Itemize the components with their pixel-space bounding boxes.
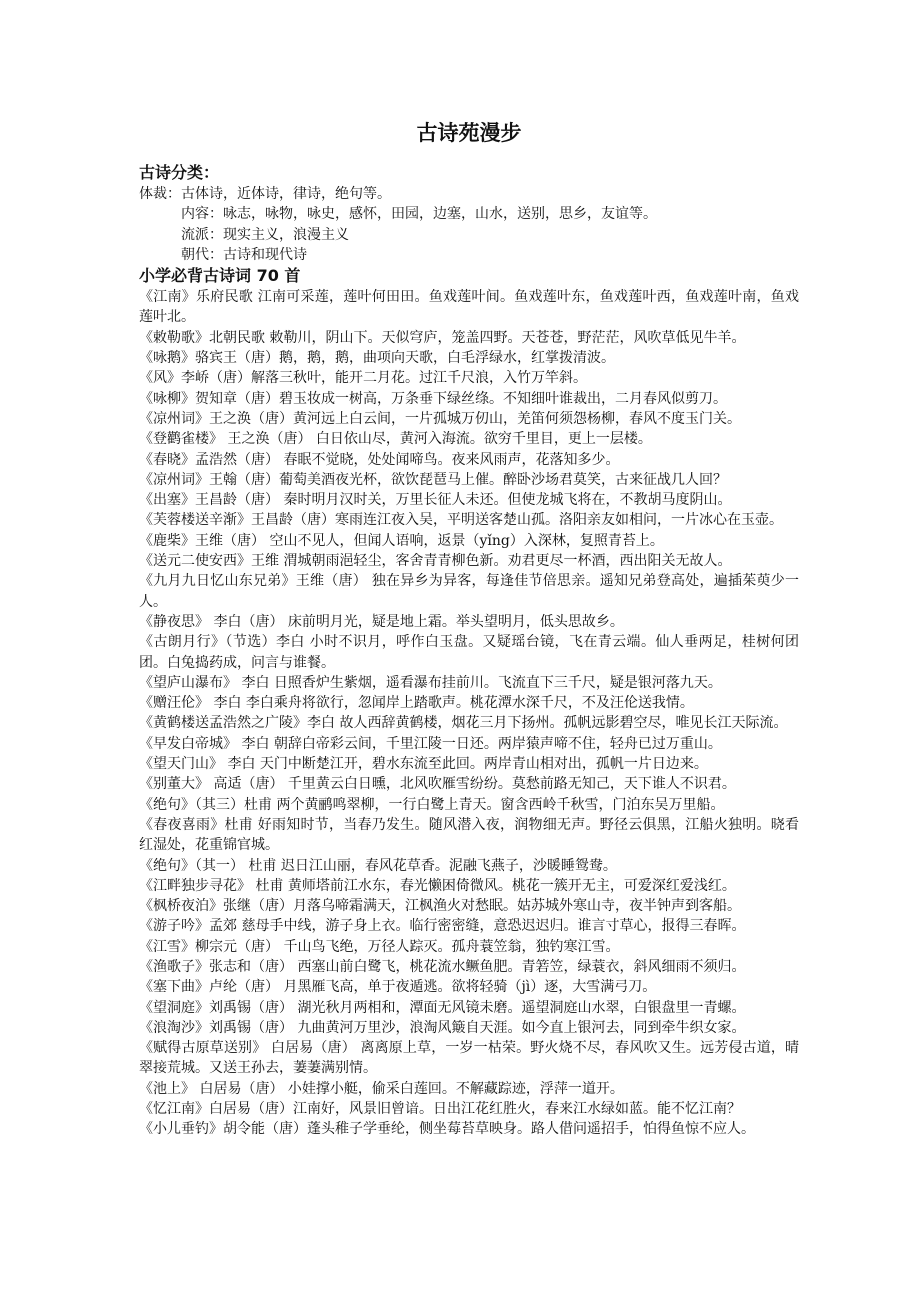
classification-heading: 古诗分类： [139,163,220,182]
poem-entry: 《绝句》（其一） 杜甫 迟日江山丽，春风花草香。泥融飞燕子，沙暖睡鸳鸯。 [139,857,617,874]
poem-entry: 《九月九日忆山东兄弟》王维（唐） 独在异乡为异客，每逢佳节倍思亲。遥知兄弟登高处，遍插茱萸少一人。 [139,573,799,610]
poem-entry: 《送元二使安西》王维 渭城朝雨浥轻尘，客舍青青柳色新。劝君更尽一杯酒，西出阳关无故人。 [139,553,732,570]
poem-entry: 《春晓》孟浩然（唐） 春眠不觉晓，处处闻啼鸟。夜来风雨声，花落知多少。 [139,451,620,468]
classification-content: 内容：咏志，咏物，咏史，感怀，田园，边塞，山水，送别，思乡，友谊等。 [181,206,657,223]
poem-entry: 《古朗月行》（节选）李白 小时不识月，呼作白玉盘。又疑瑶台镜，飞在青云端。仙人垂两足，桂树何团团。白兔捣药成，问言与谁餐。 [139,634,799,671]
poem-entry: 《忆江南》白居易（唐）江南好，风景旧曾谙。日出江花红胜火，春来江水绿如蓝。能不忆江南？ [139,1101,741,1118]
poem-entry: 《枫桥夜泊》张继（唐）月落乌啼霜满天，江枫渔火对愁眠。姑苏城外寒山寺，夜半钟声到客船。 [139,898,741,915]
poem-entry: 《江雪》柳宗元（唐） 千山鸟飞绝，万径人踪灭。孤舟蓑笠翁，独钓寒江雪。 [139,938,620,955]
classification-school: 流派：现实主义，浪漫主义 [181,226,349,243]
poem-entry: 《绝句》（其三）杜甫 两个黄鹂鸣翠柳，一行白鹭上青天。窗含西岭千秋雪，门泊东吴万里船。 [139,796,725,813]
poem-entry: 《凉州词》王之涣（唐）黄河远上白云间，一片孤城万仞山，羌笛何须怨杨柳，春风不度玉门关。 [139,410,741,427]
poem-entry: 《渔歌子》张志和（唐） 西塞山前白鹭飞，桃花流水鳜鱼肥。青箬笠，绿蓑衣，斜风细雨不须归。 [139,958,746,975]
poem-entry: 《敕勒歌》北朝民歌 敕勒川，阴山下。天似穹庐，笼盖四野。天苍苍，野茫茫，风吹草低见牛羊。 [139,329,746,346]
poem-entry: 《黄鹤楼送孟浩然之广陵》李白 故人西辞黄鹤楼，烟花三月下扬州。孤帆远影碧空尽，唯见长江天际流。 [139,715,788,732]
poem-entry: 《凉州词》王翰（唐）葡萄美酒夜光杯，欲饮琵琶马上催。醉卧沙场君莫笑，古来征战几人回？ [139,471,727,488]
poem-entry: 《别董大》 高适（唐） 千里黄云白日曛，北风吹雁雪纷纷。莫愁前路无知己，天下谁人不识君。 [139,776,736,793]
poem-entry: 《早发白帝城》 李白 朝辞白帝彩云间，千里江陵一日还。两岸猿声啼不住，轻舟已过万重山。 [139,735,722,752]
poem-entry: 《望天门山》 李白 天门中断楚江开，碧水东流至此回。两岸青山相对出，孤帆一片日边来。 [139,756,708,773]
poem-entry: 《浪淘沙》刘禹锡（唐） 九曲黄河万里沙，浪淘风簸自天涯。如今直上银河去，同到牵牛织女家。 [139,1019,746,1036]
poem-entry: 《登鹳雀楼》 王之涣（唐） 白日依山尽，黄河入海流。欲穷千里目，更上一层楼。 [139,431,652,448]
poem-list-heading: 小学必背古诗词 70 首 [139,266,301,286]
poem-entry: 《咏鹅》骆宾王（唐）鹅，鹅，鹅，曲项向天歌，白毛浮绿水，红掌拨清波。 [139,350,615,367]
poem-entry: 《望洞庭》刘禹锡（唐） 湖光秋月两相和，潭面无风镜未磨。遥望洞庭山水翠，白银盘里一青螺。 [139,999,746,1016]
poem-entry: 《静夜思》 李白（唐） 床前明月光，疑是地上霜。举头望明月，低头思故乡。 [139,613,624,630]
poem-entry: 《咏柳》贺知章（唐）碧玉妆成一树高，万条垂下绿丝绦。不知细叶谁裁出，二月春风似剪刀。 [139,390,727,407]
poem-entry: 《游子吟》孟郊 慈母手中线，游子身上衣。临行密密缝，意恐迟迟归。谁言寸草心，报得三春晖。 [139,918,746,935]
poem-entry: 《芙蓉楼送辛渐》王昌龄（唐）寒雨连江夜入吴，平明送客楚山孤。洛阳亲友如相问，一片冰心在玉壶。 [139,512,783,529]
poem-entry: 《风》李峤（唐）解落三秋叶，能开二月花。过江千尺浪，入竹万竿斜。 [139,370,587,387]
poem-list [139,287,799,1139]
classification-dynasty: 朝代：古诗和现代诗 [181,246,307,263]
poem-entry: 《鹿柴》王维（唐） 空山不见人，但闻人语响，返景（yǐng）入深林，复照青苔上。 [139,532,664,549]
poem-entry: 《小儿垂钓》胡令能（唐）蓬头稚子学垂纶，侧坐莓苔草映身。路人借问遥招手，怕得鱼惊不应人。 [139,1121,755,1138]
poem-entry: 《赠汪伦》 李白 李白乘舟将欲行，忽闻岸上踏歌声。桃花潭水深千尺，不及汪伦送我情。 [139,695,694,712]
poem-entry: 《江南》乐府民歌 江南可采莲，莲叶何田田。鱼戏莲叶间。鱼戏莲叶东，鱼戏莲叶西，鱼戏莲叶南，鱼戏莲叶北。 [139,289,799,326]
poem-entry: 《江畔独步寻花》 杜甫 黄师塔前江水东，春光懒困倚微风。桃花一簇开无主，可爱深红爱浅红。 [139,877,736,894]
classification-genre: 体裁：古体诗，近体诗，律诗，绝句等。 [139,186,391,202]
poem-entry: 《池上》 白居易（唐） 小娃撑小艇，偷采白莲回。不解藏踪迹，浮萍一道开。 [139,1080,624,1097]
poem-entry: 《春夜喜雨》杜甫 好雨知时节，当春乃发生。随风潜入夜，润物细无声。野径云俱黑，江船火独明。晓看红湿处，花重锦官城。 [139,816,799,854]
poem-entry: 《赋得古原草送别》 白居易（唐） 离离原上草，一岁一枯荣。野火烧不尽，春风吹又生。远芳侵古道，晴翠接荒城。又送王孙去，萋萋满别情。 [139,1040,799,1077]
poem-entry: 《望庐山瀑布》 李白 日照香炉生紫烟，遥看瀑布挂前川。飞流直下三千尺，疑是银河落九天。 [139,674,722,691]
poem-entry: 《塞下曲》卢纶（唐） 月黑雁飞高，单于夜遁逃。欲将轻骑（jì）逐，大雪满弓刀。 [139,979,657,996]
document-title: 古诗苑漫步 [416,121,522,145]
poem-entry: 《出塞》王昌龄（唐） 秦时明月汉时关，万里长征人未还。但使龙城飞将在，不教胡马度阴山。 [139,492,732,509]
document-page [139,118,799,1140]
